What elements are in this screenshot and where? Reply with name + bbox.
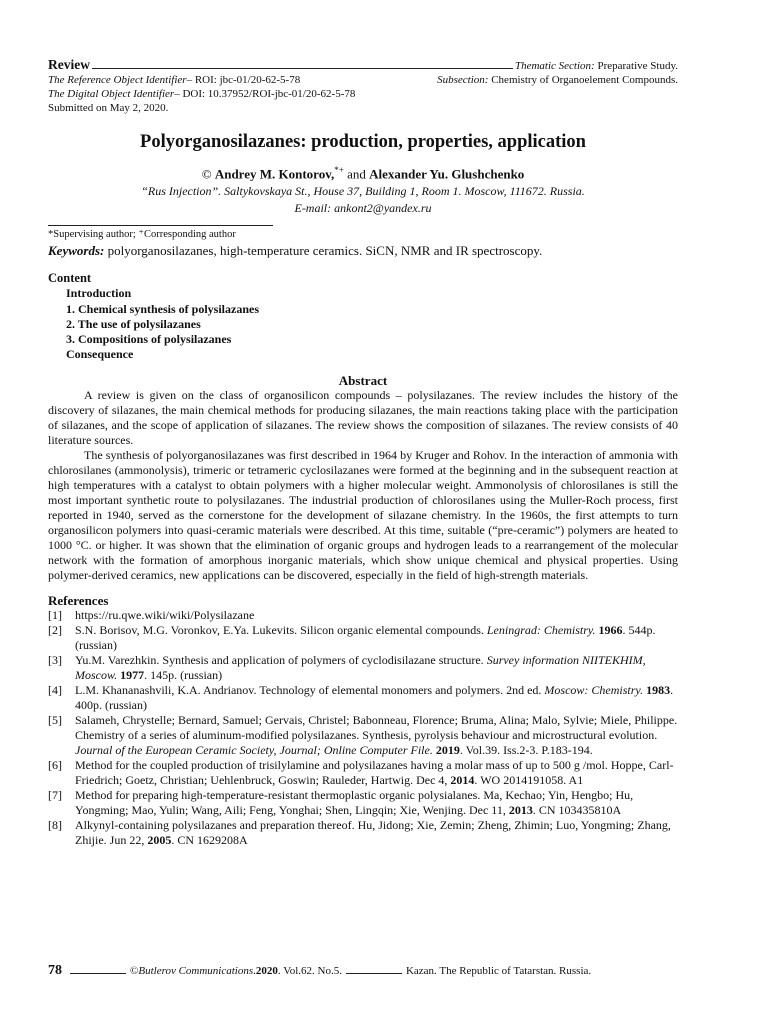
content-list: [48, 286, 678, 362]
abstract-paragraph-1: A review is given on the class of organosilicon compounds – polysilazanes. The review includes the history of the discovery of silazanes, the main chemical methods for producing silazanes, the main reactions taking place with the participation of silazanes, and the scope of application of silazanes. The review shows the composition of silazanes. The review consists of 40 literature sources.: [48, 388, 678, 448]
reference-tail: . 145p. (russian): [144, 668, 223, 683]
content-item: 1. Chemical synthesis of polysilazanes: [66, 301, 260, 316]
footer-rule-left: [70, 973, 126, 974]
reference-tail: . CN 1629208A: [171, 833, 248, 848]
reference-journal: Journal of the European Ceramic Society, Journal; Online Computer File.: [75, 743, 433, 758]
page-number: 78: [48, 963, 62, 978]
reference-item: [48, 653, 678, 683]
author-1-marks: *+: [334, 165, 344, 175]
references-list: [48, 608, 678, 848]
reference-number: [6]: [48, 758, 62, 773]
subsection-label: Subsection:: [437, 74, 489, 86]
reference-text: [75, 653, 678, 683]
reference-text: [75, 788, 678, 818]
reference-main: S.N. Borisov, M.G. Voronkov, E.Ya. Lukevits. Silicon organic elemental compounds.: [75, 623, 487, 638]
doi-label: The Digital Object Identifier: [48, 88, 175, 100]
reference-main[interactable]: https://ru.qwe.wiki/wiki/Polysilazane: [75, 608, 255, 623]
reference-journal: Survey information NIITEKHIM, Moscow.: [75, 653, 646, 683]
footer-year: 2020: [255, 965, 278, 977]
roi-value: – ROI: jbc-01/20-62-5-78: [186, 74, 301, 86]
reference-year: 2019: [432, 743, 460, 758]
thematic-value: Preparative Study.: [597, 60, 678, 72]
abstract-body: [48, 388, 678, 583]
submitted-date: Submitted on May 2, 2020.: [48, 102, 169, 114]
reference-year: 2005: [144, 833, 172, 848]
reference-item: [48, 608, 678, 623]
reference-tail: . CN 103435810A: [532, 803, 622, 818]
reference-year: 2013: [505, 803, 533, 818]
reference-main: Method for the coupled production of trisilylamine and polysilazanes having a molar mass of up to 500 g /mol. Hoppe, Carl-Friedrich; Goetz, Christian; Uehlenbruck, Goswin; Rauleder, Hartwig. Dec 4,: [75, 758, 674, 788]
reference-journal: Moscow: Chemistry.: [544, 683, 644, 698]
header-row-submitted: [48, 101, 678, 115]
footnote-rule: [48, 225, 273, 226]
journal-header: [48, 58, 678, 115]
roi-label: The Reference Object Identifier: [48, 74, 187, 86]
reference-year: 1977: [117, 668, 145, 683]
copyright-symbol: ©: [201, 166, 215, 182]
footer-journal: Butlerov Communications: [138, 965, 254, 977]
article-title: Polyorganosilazanes: production, properties, application: [140, 132, 586, 152]
author-1: Andrey M. Kontorov,: [214, 166, 335, 182]
reference-number: [3]: [48, 653, 62, 668]
footer-volume: . Vol.62. No.5.: [277, 965, 342, 977]
author-footnote: *Supervising author; ⁺Corresponding author: [48, 229, 236, 241]
reference-main: Alkynyl-containing polysilazanes and preparation thereof. Hu, Jidong; Xie, Zemin; Zheng, Zhimin; Luo, Yongming; Zhang, Zhijie. Jun 22,: [75, 818, 671, 848]
affiliation-address: “Rus Injection”. Saltykovskaya St., House 37, Building 1, Room 1. Moscow, 111672. Russia.: [141, 184, 585, 199]
doi-value: – DOI: 10.37952/ROI-jbc-01/20-62-5-78: [174, 88, 356, 100]
reference-number: [1]: [48, 608, 62, 623]
content-item: Consequence: [66, 347, 134, 362]
reference-item: [48, 623, 678, 653]
reference-tail: . WO 2014191058. A1: [474, 773, 584, 788]
reference-item: [48, 758, 678, 788]
reference-number: [7]: [48, 788, 62, 803]
reference-item: [48, 788, 678, 818]
reference-number: [4]: [48, 683, 62, 698]
header-rule: [92, 68, 513, 69]
reference-number: [2]: [48, 623, 62, 638]
reference-main: Method for preparing high-temperature-resistant thermoplastic organic polysialanes. Ma, Kechao; Yin, Hengbo; Hu, Yongming; Mao, Yulin; Wang, Aili; Feng, Yonghai; Shen, Lingqin; Xie, Wenjing. Dec 11,: [75, 788, 634, 818]
thematic-label: Thematic Section:: [514, 60, 595, 72]
footer-place: Kazan. The Republic of Tatarstan. Russia.: [405, 965, 592, 977]
keywords-label: Keywords:: [48, 243, 105, 259]
header-row-roi: [48, 73, 678, 87]
review-label: Review: [48, 57, 90, 72]
content-item: Introduction: [66, 286, 132, 301]
reference-year: 2014: [447, 773, 475, 788]
reference-text: [75, 608, 678, 623]
header-row-doi: [48, 87, 678, 101]
author-and: and: [343, 166, 370, 182]
reference-main: Yu.M. Varezhkin. Synthesis and application of polymers of cyclodisilazane structure.: [75, 653, 487, 668]
references-heading: References: [48, 593, 109, 609]
content-item: 3. Compositions of polysilazanes: [66, 331, 232, 346]
reference-item: [48, 713, 678, 758]
reference-number: [8]: [48, 818, 62, 833]
reference-item: [48, 818, 678, 848]
abstract-heading: Abstract: [338, 373, 388, 389]
reference-tail: . 400p. (russian): [75, 683, 674, 713]
reference-text: [75, 623, 678, 653]
footer-copyright: ©: [130, 965, 139, 977]
keywords: [48, 243, 678, 259]
footer-dot: .: [253, 965, 256, 977]
footer-rule-right: [346, 973, 402, 974]
reference-text: [75, 818, 678, 848]
reference-main: Salameh, Chrystelle; Bernard, Samuel; Gervais, Christel; Babonneau, Florence; Bruma, Alina; Malo, Sylvie; Miele, Philippe. Chemistry of a series of aluminum-modified polysilazanes. Synthesis, pyrolysis behaviour and microstructural evolution.: [75, 713, 678, 743]
reference-text: [75, 713, 678, 758]
reference-tail: . 544p. (russian): [75, 623, 656, 653]
reference-main: L.M. Khananashvili, K.A. Andrianov. Technology of elemental monomers and polymers. 2nd ed.: [75, 683, 545, 698]
reference-year: 1983: [643, 683, 671, 698]
author-line: [48, 162, 678, 182]
header-row-review: [48, 58, 678, 73]
reference-text: [75, 683, 678, 713]
reference-year: 1966: [595, 623, 623, 638]
reference-tail: . Vol.39. Iss.2-3. P.183-194.: [459, 743, 593, 758]
reference-number: [5]: [48, 713, 62, 728]
reference-item: [48, 683, 678, 713]
content-item: 2. The use of polysilazanes: [66, 316, 201, 331]
subsection-value: Chemistry of Organoelement Compounds.: [491, 74, 678, 86]
affiliation-email: E-mail: ankont2@yandex.ru: [294, 201, 432, 216]
reference-text: [75, 758, 678, 788]
article-page: [48, 0, 678, 1024]
abstract-paragraph-2: The synthesis of polyorganosilazanes was first described in 1964 by Kruger and Rohov. In the interaction of ammonia with chlorosilanes (ammonolysis), trimeric or tetrameric cyclosilazanes were formed at the beginning and in the subsequent reaction at high temperatures with a catalyst to obtain polymers with a higher molecular weight. Ammonolysis of chlorosilanes is still the most important synthetic route to polysilazanes. The industrial production of chlorosilanes using the Muller-Roch process, first reported in 1940, served as the cornerstone for the development of silazane chemistry. In the 1960s, the first attempts to turn organosilicon polymers into quasi-ceramic materials were described. At this time, suitable (“pre-ceramic”) polymers are heated to 1000 °C. or higher. It was shown that the elimination of organic groups and hydrogen leads to a rearrangement of the molecular network with the formation of amorphous inorganic materials, which show unique chemical and physical properties. Using polymer-derived ceramics, new applications can be discovered, especially in the field of high-strength materials.: [48, 448, 678, 583]
reference-journal: Leningrad: Chemistry.: [486, 623, 596, 638]
content-heading: Content: [48, 271, 92, 286]
page-footer: [48, 963, 678, 979]
keywords-value: polyorganosilazanes, high-temperature ceramics. SiCN, NMR and IR spectroscopy.: [104, 243, 543, 259]
author-2: Alexander Yu. Glushchenko: [369, 166, 525, 182]
